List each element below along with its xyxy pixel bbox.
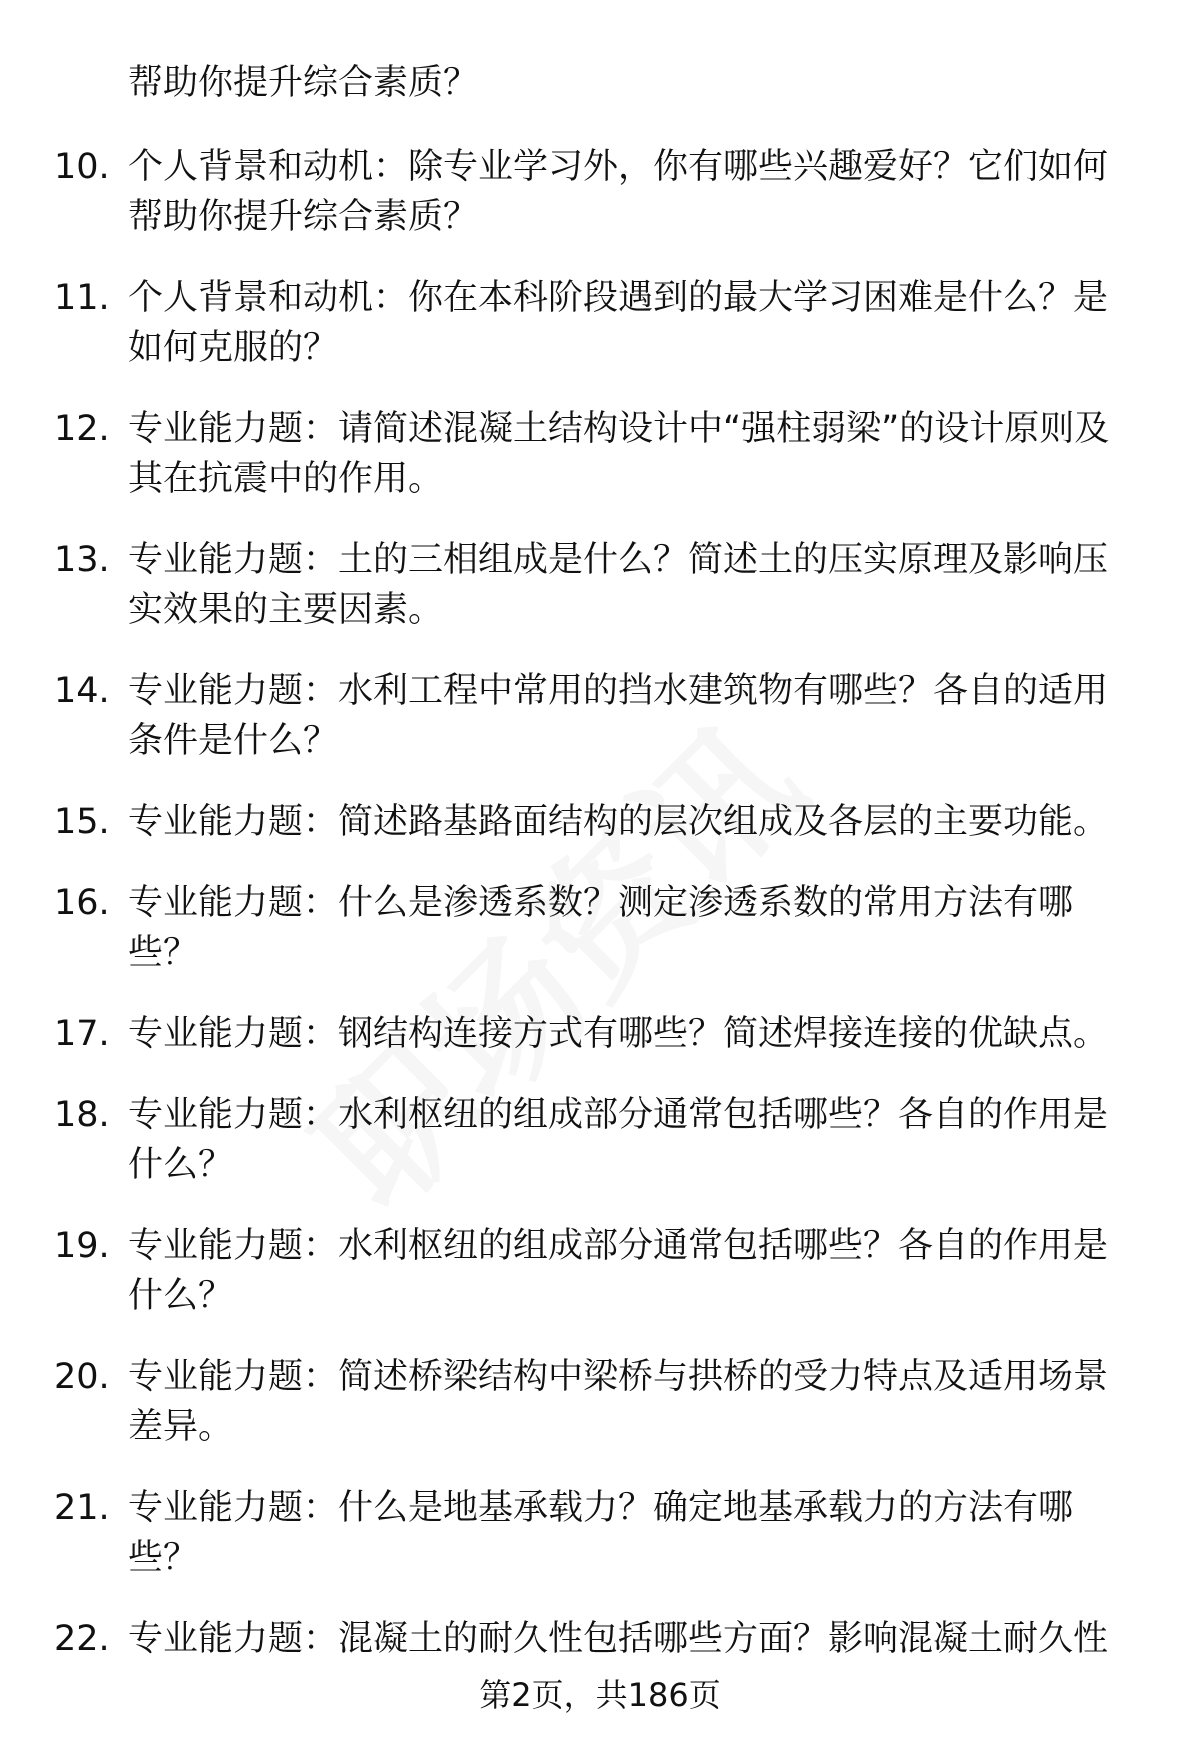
item-text: 专业能力题：水利工程中常用的挡水建筑物有哪些？各自的适用条件是什么？ (128, 671, 1109, 761)
list-item (0, 142, 1138, 242)
item-text: 专业能力题：简述路基路面结构的层次组成及各层的主要功能。 (128, 802, 1109, 842)
list-item (0, 535, 1138, 635)
item-number: 13. (54, 540, 110, 580)
item-number: 18. (54, 1095, 110, 1135)
item-number: 11. (54, 278, 110, 318)
item-text: 个人背景和动机：除专业学习外，你有哪些兴趣爱好？它们如何帮助你提升综合素质？ (128, 147, 1109, 237)
list-item (0, 404, 1138, 504)
list-item (0, 1221, 1138, 1321)
item-number: 15. (54, 802, 110, 842)
list-item (0, 878, 1138, 978)
list-item (0, 797, 1138, 847)
list-item (0, 273, 1138, 373)
item-text: 专业能力题：水利枢纽的组成部分通常包括哪些？各自的作用是什么？ (128, 1226, 1109, 1316)
item-number: 10. (54, 147, 110, 187)
item-number: 20. (54, 1357, 110, 1397)
page-footer: 第2页，共186页 (479, 1676, 721, 1714)
item-text: 个人背景和动机：你在本科阶段遇到的最大学习困难是什么？是如何克服的？ (128, 278, 1109, 368)
item-text: 专业能力题：钢结构连接方式有哪些？简述焊接连接的优缺点。 (128, 1014, 1109, 1054)
item-number: 21. (54, 1488, 110, 1528)
item-number: 16. (54, 883, 110, 923)
list-item (0, 1483, 1138, 1583)
list-item (0, 1614, 1138, 1664)
item-text: 专业能力题：混凝土的耐久性包括哪些方面？影响混凝土耐久性 (128, 1619, 1109, 1659)
item-number: 12. (54, 409, 110, 449)
list-item (0, 1352, 1138, 1452)
list-item (0, 1090, 1138, 1190)
item-text: 专业能力题：什么是地基承载力？确定地基承载力的方法有哪些？ (128, 1488, 1074, 1578)
item-text: 专业能力题：水利枢纽的组成部分通常包括哪些？各自的作用是什么？ (128, 1095, 1109, 1185)
item-text: 专业能力题：简述桥梁结构中梁桥与拱桥的受力特点及适用场景差异。 (128, 1357, 1109, 1447)
item-text: 专业能力题：请简述混凝土结构设计中“强柱弱梁”的设计原则及其在抗震中的作用。 (128, 409, 1110, 499)
item-number: 22. (54, 1619, 110, 1659)
list-item (0, 666, 1138, 766)
list-item (0, 1009, 1138, 1059)
continuation-text: 帮助你提升综合素质？ (128, 63, 479, 103)
question-list (0, 58, 1200, 1695)
item-number: 17. (54, 1014, 110, 1054)
item-number: 14. (54, 671, 110, 711)
item-number: 19. (54, 1226, 110, 1266)
item-text: 专业能力题：土的三相组成是什么？简述土的压实原理及影响压实效果的主要因素。 (128, 540, 1109, 630)
item-text: 专业能力题：什么是渗透系数？测定渗透系数的常用方法有哪些？ (128, 883, 1074, 973)
